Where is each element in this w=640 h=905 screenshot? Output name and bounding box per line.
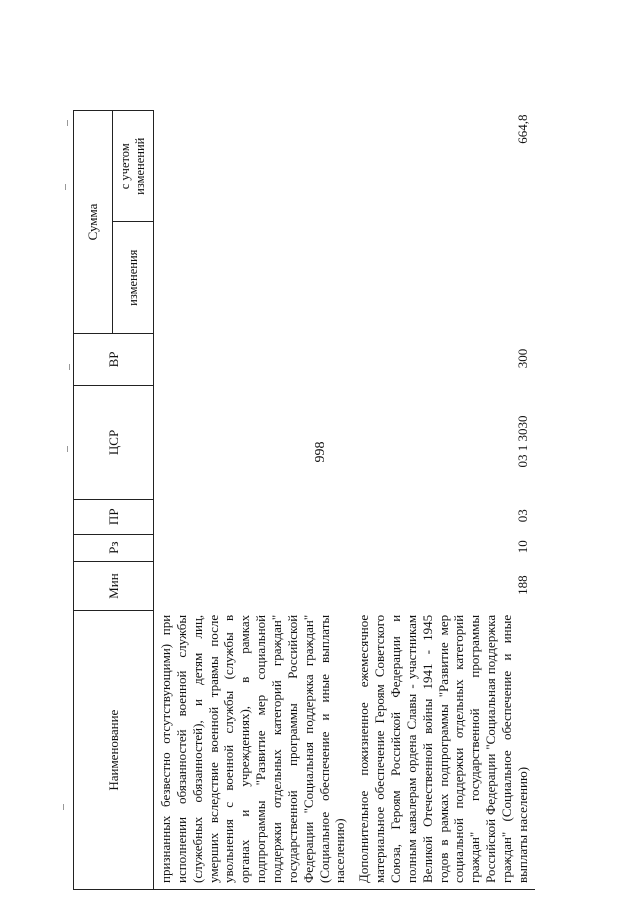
row-name-cell bbox=[352, 611, 534, 890]
row-rz: 10 bbox=[514, 540, 530, 554]
table-row bbox=[154, 111, 353, 890]
page-number-text: 998 bbox=[313, 441, 328, 463]
row-min bbox=[154, 561, 353, 611]
row-name: признанных безвестно отсутствующими) при исполнении обязанностей военной службы (служебных обязанностей), и детям лиц, умерших вследствие военной травмы после увольнения с военной службы (службы в органах и учреждениях), в рамках подпрограммы "Развитие мер социальной поддержки отдельных категорий граждан" государственной программы Российской Федерации "Социальная поддержка граждан" (Социальное обеспечение и иные выплаты населению) bbox=[158, 614, 348, 883]
header-min: Мин bbox=[74, 561, 154, 611]
row-changes bbox=[154, 222, 353, 333]
header-vr: ВР bbox=[74, 333, 154, 385]
row-csr bbox=[154, 385, 353, 499]
scan-dash bbox=[67, 120, 68, 126]
header-with-changes: с учетом изменений bbox=[113, 111, 154, 223]
row-with-changes: 664,8 bbox=[514, 114, 530, 144]
row-vr: 300 bbox=[514, 348, 530, 369]
row-pr bbox=[154, 499, 353, 534]
row-changes bbox=[352, 222, 534, 333]
row-name: Дополнительное пожизненное ежемесячное материальное обеспечение Героям Советского Союза, Героям Российской Федерации и полным кавалерам ордена Славы - участникам Великой Отечественной войны 1941 - 1945 годов в рамках подпрограммы "Развитие мер социальной поддержки отдельных категорий граждан" государственной программы Российской Федерации "Социальная поддержка граждан" (Социальное обеспечение и иные выплаты населению) bbox=[356, 614, 530, 883]
scan-dash bbox=[69, 364, 70, 370]
row-rz bbox=[154, 534, 353, 561]
header-pr: ПР bbox=[74, 499, 154, 534]
scan-dash bbox=[67, 446, 68, 452]
row-pr: 03 bbox=[514, 509, 530, 523]
header-csr: ЦСР bbox=[74, 385, 154, 499]
budget-table bbox=[73, 110, 535, 890]
row-min: 188 bbox=[514, 575, 530, 595]
scan-dash bbox=[65, 184, 66, 190]
rotated-table-area bbox=[33, 40, 573, 890]
row-vr bbox=[154, 333, 353, 385]
table-row bbox=[352, 111, 534, 890]
header-changes: изменения bbox=[113, 222, 154, 333]
scan-dash bbox=[63, 804, 64, 810]
row-csr: 03 1 3030 bbox=[514, 415, 530, 468]
header-name: Наименование bbox=[74, 611, 154, 890]
row-name-cell bbox=[154, 611, 353, 890]
header-rz: Рз bbox=[74, 534, 154, 561]
header-sum: Сумма bbox=[74, 111, 113, 334]
row-with-changes bbox=[154, 111, 353, 223]
